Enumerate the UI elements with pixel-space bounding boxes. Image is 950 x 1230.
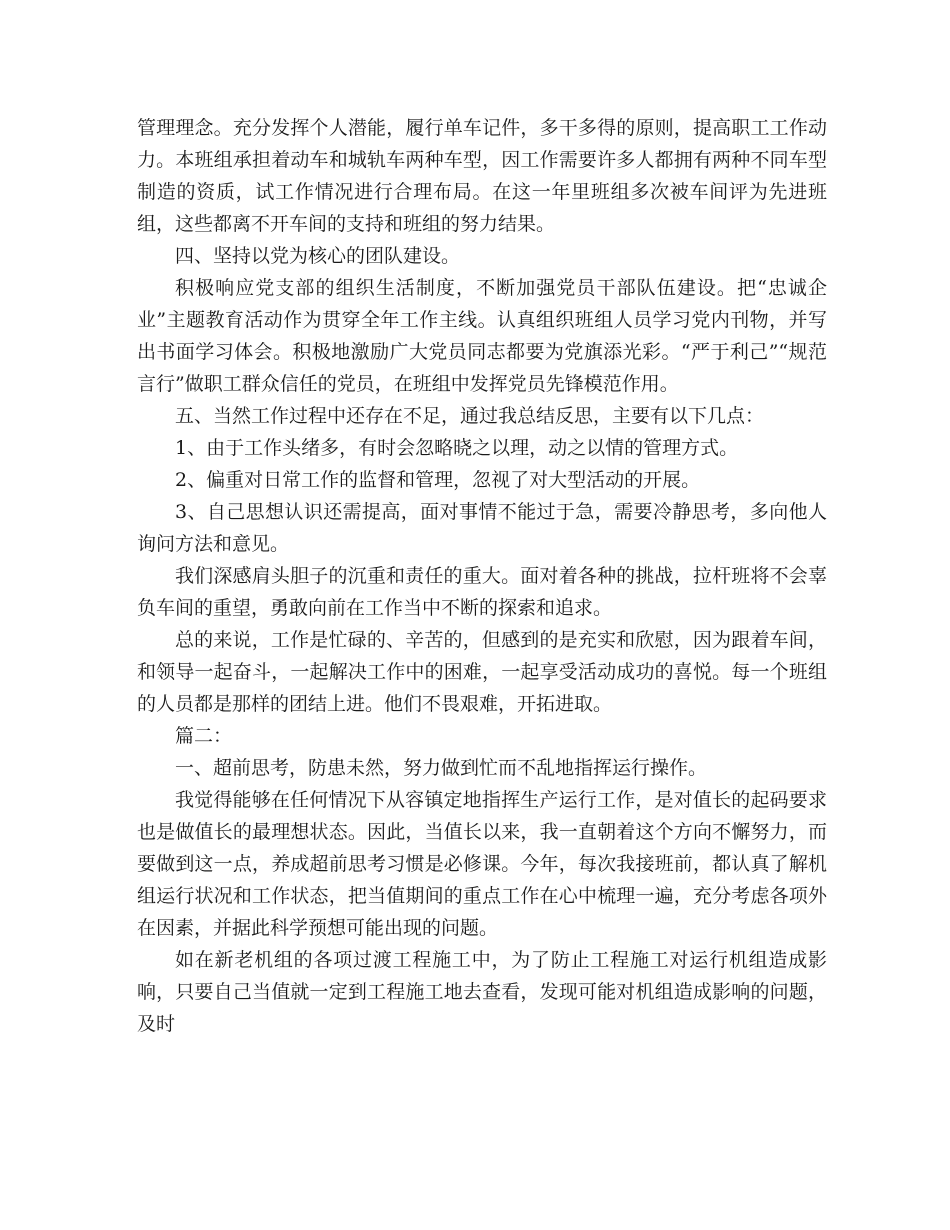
paragraph-7: 3、自己思想认识还需提高，面对事情不能过于急，需要冷静思考，多向他人询问方法和意见。 bbox=[137, 501, 827, 555]
paragraph-1: 管理理念。充分发挥个人潜能，履行单车记件，多干多得的原则，提高职工工作动力。本班组承担着动车和城轨车两种车型，因工作需要许多人都拥有两种不同车型制造的资质，试工作情况进行合理布局。在这一年里班组多次被车间评为先进班组，这些都离不开车间的支持和班组的努力结果。 bbox=[137, 117, 827, 235]
paragraph-9: 总的来说，工作是忙碌的、辛苦的，但感到的是充实和欣慰，因为跟着车间，和领导一起奋斗，一起解决工作中的困难，一起享受活动成功的喜悦。每一个班组的人员都是那样的团结上进。他们不畏艰难，开拓进取。 bbox=[137, 629, 827, 715]
paragraph-3: 积极响应党支部的组织生活制度，不断加强党员干部队伍建设。把“忠诚企业”主题教育活动作为贯穿全年工作主线。认真组织班组人员学习党内刊物，并写出书面学习体会。积极地激励广大党员同志都要为党旗添光彩。“严于利己”“规范言行”做职工群众信任的党员，在班组中发挥党员先锋模范作用。 bbox=[137, 277, 827, 395]
paragraph-11: 一、超前思考，防患未然，努力做到忙而不乱地指挥运行操作。 bbox=[175, 757, 708, 779]
paragraph-12: 我觉得能够在任何情况下从容镇定地指挥生产运行工作，是对值长的起码要求也是做值长的最理想状态。因此，当值长以来，我一直朝着这个方向不懈努力，而要做到这一点，养成超前思考习惯是必修课。今年，每次我接班前，都认真了解机组运行状况和工作状态，把当值期间的重点工作在心中梳理一遍，充分考虑各项外在因素，并据此科学预想可能出现的问题。 bbox=[137, 789, 827, 939]
document-body bbox=[137, 112, 827, 1040]
paragraph-4: 五、当然工作过程中还存在不足，通过我总结反思，主要有以下几点： bbox=[175, 405, 765, 427]
paragraph-2: 四、坚持以党为核心的团队建设。 bbox=[175, 245, 461, 267]
paragraph-8: 我们深感肩头胆子的沉重和责任的重大。面对着各种的挑战，拉杆班将不会辜负车间的重望，勇敢向前在工作当中不断的探索和追求。 bbox=[137, 565, 827, 619]
paragraph-6: 2、偏重对日常工作的监督和管理，忽视了对大型活动的开展。 bbox=[175, 469, 701, 491]
paragraph-5: 1、由于工作头绪多，有时会忽略晓之以理，动之以情的管理方式。 bbox=[175, 437, 739, 459]
paragraph-10: 篇二： bbox=[175, 725, 233, 747]
paragraph-13: 如在新老机组的各项过渡工程施工中，为了防止工程施工对运行机组造成影响，只要自己当值就一定到工程施工地去查看，发现可能对机组造成影响的问题，及时 bbox=[137, 949, 827, 1035]
